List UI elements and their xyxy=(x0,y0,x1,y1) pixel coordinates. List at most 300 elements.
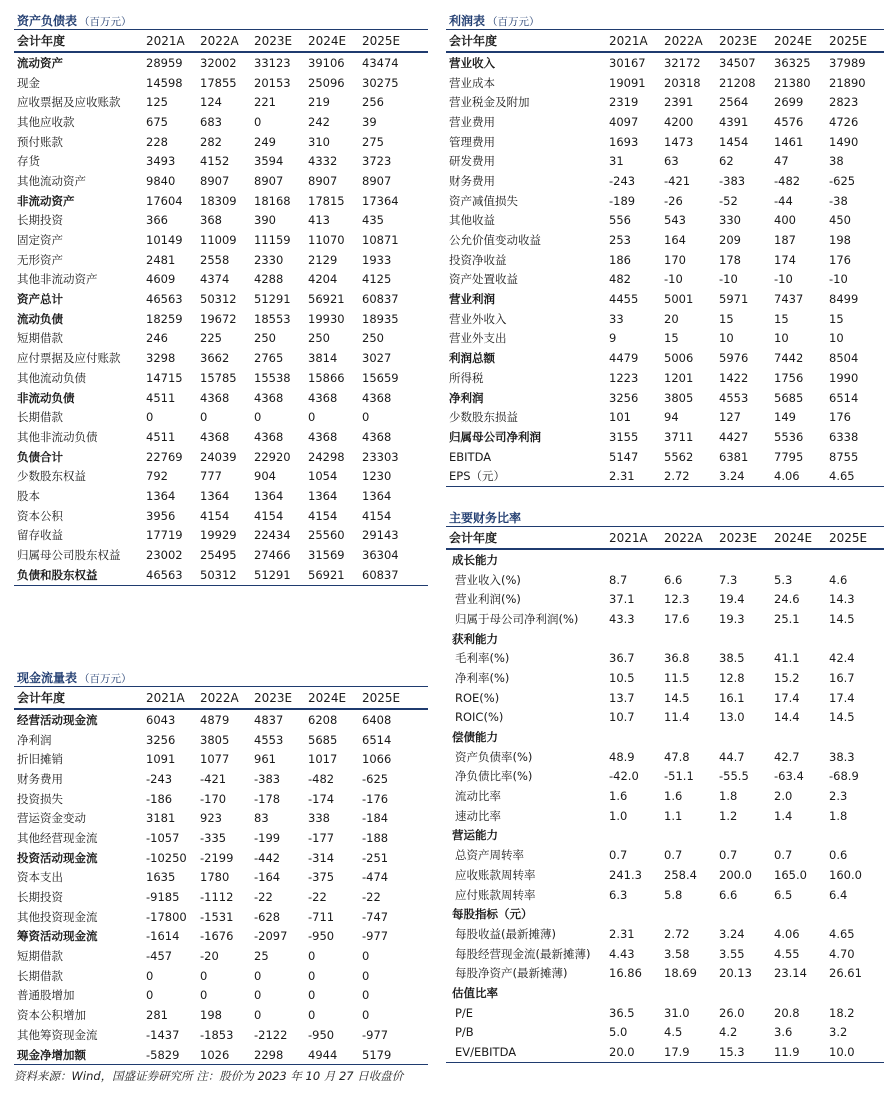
value-cell: 51291 xyxy=(254,565,308,585)
value-cell: 11.4 xyxy=(664,710,690,725)
value-cell xyxy=(719,983,774,1003)
value-cell: 1933 xyxy=(362,252,392,267)
value-cell: 13.0 xyxy=(719,710,745,725)
value-cell: -2199 xyxy=(200,850,234,865)
section-row xyxy=(446,727,884,747)
row-label: 少数股东权益 xyxy=(17,469,86,484)
value-cell: 330 xyxy=(719,213,741,228)
value-cell xyxy=(719,904,774,924)
row-label: 归属于母公司净利润(%) xyxy=(455,611,579,626)
value-cell: -1676 xyxy=(200,929,234,944)
value-cell: 101 xyxy=(609,410,631,425)
header-label: 会计年度 xyxy=(14,30,146,52)
value-cell: 2.31 xyxy=(609,926,635,941)
value-cell: 4152 xyxy=(200,154,230,169)
table-row xyxy=(14,927,428,947)
value-cell: 0 xyxy=(254,1008,262,1023)
value-cell: 9 xyxy=(609,331,617,346)
table-row xyxy=(14,230,428,250)
value-cell: 62 xyxy=(719,154,734,169)
ratios-header-row xyxy=(446,527,884,549)
value-cell: 3711 xyxy=(664,429,694,444)
value-cell: -442 xyxy=(254,850,281,865)
value-cell: 3594 xyxy=(254,154,284,169)
value-cell: -17800 xyxy=(146,909,187,924)
row-label: 预付账款 xyxy=(17,134,63,149)
value-cell: 20.0 xyxy=(609,1042,664,1062)
header-label: 会计年度 xyxy=(14,687,146,709)
section-label: 营运能力 xyxy=(452,828,498,843)
value-cell: 0 xyxy=(308,988,316,1003)
value-cell: 1635 xyxy=(146,870,176,885)
table-row xyxy=(14,191,428,211)
value-cell: 10 xyxy=(719,331,734,346)
table-row xyxy=(14,92,428,112)
value-cell: 683 xyxy=(200,114,222,129)
value-cell: 15866 xyxy=(308,370,345,385)
value-cell: 20318 xyxy=(664,75,701,90)
value-cell: 4553 xyxy=(254,732,284,747)
row-label: 投资净收益 xyxy=(449,252,507,267)
value-cell: 5001 xyxy=(664,292,694,307)
value-cell: 19929 xyxy=(200,528,237,543)
value-cell: 83 xyxy=(254,811,269,826)
value-cell: 5685 xyxy=(308,732,338,747)
value-cell: 18.69 xyxy=(664,966,697,981)
value-cell: 400 xyxy=(774,213,796,228)
header-year: 2022A xyxy=(664,527,719,549)
value-cell: 42.4 xyxy=(829,651,855,666)
table-row xyxy=(446,151,884,171)
row-label: 留存收益 xyxy=(17,528,63,543)
value-cell: 15785 xyxy=(200,370,237,385)
balance-sheet-unit: （百万元） xyxy=(79,16,132,28)
value-cell xyxy=(664,826,719,846)
value-cell: 8499 xyxy=(829,292,859,307)
value-cell: -977 xyxy=(362,929,389,944)
value-cell: 19672 xyxy=(200,311,237,326)
row-label: 非流动资产 xyxy=(17,193,75,208)
table-row xyxy=(14,709,428,730)
value-cell: 4332 xyxy=(308,154,338,169)
value-cell: 4479 xyxy=(609,351,639,366)
table-row xyxy=(14,368,428,388)
header-year: 2024E xyxy=(308,30,362,52)
value-cell: 4455 xyxy=(609,292,639,307)
value-cell: 4125 xyxy=(362,272,392,287)
section-label: 每股指标（元） xyxy=(452,907,533,922)
value-cell: 14.5 xyxy=(664,690,690,705)
value-cell: 14.3 xyxy=(829,592,855,607)
value-cell: 4.70 xyxy=(829,946,855,961)
value-cell: 1201 xyxy=(664,370,694,385)
value-cell: 8907 xyxy=(308,173,338,188)
value-cell: 0 xyxy=(254,988,262,1003)
value-cell: 42.7 xyxy=(774,749,800,764)
value-cell: -243 xyxy=(609,173,636,188)
row-label: 经营活动现金流 xyxy=(17,712,98,727)
value-cell: -22 xyxy=(254,890,273,905)
value-cell: 14598 xyxy=(146,75,183,90)
value-cell: 24.6 xyxy=(774,592,800,607)
value-cell: -1853 xyxy=(200,1027,234,1042)
value-cell: 3814 xyxy=(308,351,338,366)
value-cell xyxy=(774,826,829,846)
value-cell: -5829 xyxy=(146,1045,200,1065)
row-label: 总资产周转率 xyxy=(455,848,524,863)
value-cell: 1026 xyxy=(200,1045,254,1065)
value-cell: 0 xyxy=(254,410,262,425)
table-row xyxy=(446,589,884,609)
row-label: 营业外支出 xyxy=(449,331,507,346)
value-cell: 3493 xyxy=(146,154,176,169)
row-label: 每股经营现金流(最新摊薄) xyxy=(455,946,591,961)
table-row xyxy=(14,1005,428,1025)
value-cell: 675 xyxy=(146,114,168,129)
table-row xyxy=(446,191,884,211)
table-row xyxy=(446,806,884,826)
value-cell: 4097 xyxy=(609,114,639,129)
row-label: 毛利率(%) xyxy=(455,651,510,666)
value-cell: 4154 xyxy=(254,508,284,523)
value-cell: 556 xyxy=(609,213,631,228)
table-row xyxy=(446,289,884,309)
value-cell: 4837 xyxy=(254,712,284,727)
value-cell: -178 xyxy=(254,791,281,806)
value-cell xyxy=(829,549,884,570)
value-cell: 4368 xyxy=(308,429,338,444)
value-cell: 4511 xyxy=(146,429,176,444)
value-cell: 32002 xyxy=(200,55,237,70)
value-cell xyxy=(829,826,884,846)
table-row xyxy=(14,211,428,231)
value-cell xyxy=(719,727,774,747)
value-cell xyxy=(664,629,719,649)
value-cell: 5006 xyxy=(664,351,694,366)
value-cell: 4368 xyxy=(200,429,230,444)
table-row xyxy=(446,348,884,368)
value-cell: 3805 xyxy=(200,732,230,747)
value-cell: 904 xyxy=(254,469,276,484)
value-cell: 37.1 xyxy=(609,592,635,607)
value-cell: 56921 xyxy=(308,565,362,585)
header-year: 2024E xyxy=(774,30,829,52)
row-label: 每股收益(最新摊薄) xyxy=(455,926,556,941)
value-cell xyxy=(609,826,664,846)
row-label: 其他投资现金流 xyxy=(17,909,98,924)
row-label: EBITDA xyxy=(449,449,492,464)
row-label: 营业利润 xyxy=(449,292,495,307)
value-cell: 368 xyxy=(200,213,222,228)
value-cell: 5.8 xyxy=(664,887,683,902)
value-cell: 228 xyxy=(146,134,168,149)
balance-sheet-title: 资产负债表 xyxy=(17,14,78,28)
value-cell: 178 xyxy=(719,252,741,267)
row-label: 其他收益 xyxy=(449,213,495,228)
value-cell: 4368 xyxy=(362,390,392,405)
value-cell xyxy=(829,727,884,747)
row-label: ROE(%) xyxy=(455,690,500,705)
value-cell: -421 xyxy=(664,173,691,188)
value-cell: 0.7 xyxy=(664,848,683,863)
value-cell: 1091 xyxy=(146,752,176,767)
value-cell: 1.0 xyxy=(609,808,628,823)
value-cell: 29143 xyxy=(362,528,399,543)
value-cell: 1364 xyxy=(146,488,176,503)
value-cell: 32172 xyxy=(664,55,701,70)
table-row xyxy=(446,845,884,865)
value-cell: 30167 xyxy=(609,55,646,70)
income-header-row xyxy=(446,30,884,52)
value-cell: 4374 xyxy=(200,272,230,287)
value-cell: 27466 xyxy=(254,548,291,563)
value-cell: 19930 xyxy=(308,311,345,326)
value-cell: -474 xyxy=(362,870,389,885)
value-cell: 4.65 xyxy=(829,466,884,486)
header-year: 2022A xyxy=(200,30,254,52)
ratios-table xyxy=(446,527,884,1063)
table-row xyxy=(14,828,428,848)
value-cell: 413 xyxy=(308,213,330,228)
value-cell: 4.43 xyxy=(609,946,635,961)
table-row xyxy=(446,885,884,905)
value-cell: -950 xyxy=(308,929,335,944)
value-cell: 125 xyxy=(146,95,168,110)
value-cell: 777 xyxy=(200,469,222,484)
row-label: 长期投资 xyxy=(17,213,63,228)
value-cell: 3.55 xyxy=(719,946,745,961)
table-row xyxy=(446,924,884,944)
value-cell: 225 xyxy=(200,331,222,346)
value-cell: 48.9 xyxy=(609,749,635,764)
table-row xyxy=(446,388,884,408)
value-cell: 8504 xyxy=(829,351,859,366)
value-cell: 7795 xyxy=(774,449,804,464)
ratios-title-bar xyxy=(446,505,884,527)
row-label: 股本 xyxy=(17,488,40,503)
value-cell: 2.31 xyxy=(609,466,664,486)
value-cell: 543 xyxy=(664,213,686,228)
value-cell: 160.0 xyxy=(829,867,862,882)
value-cell: 11159 xyxy=(254,233,291,248)
section-label: 偿债能力 xyxy=(452,730,498,745)
value-cell: 18309 xyxy=(200,193,237,208)
value-cell: -55.5 xyxy=(719,769,749,784)
value-cell xyxy=(719,629,774,649)
value-cell: -1437 xyxy=(146,1027,180,1042)
value-cell: 16.7 xyxy=(829,670,855,685)
value-cell: 36.8 xyxy=(664,651,690,666)
row-label: 营运资金变动 xyxy=(17,811,86,826)
value-cell: 23303 xyxy=(362,449,399,464)
value-cell: -251 xyxy=(362,850,389,865)
value-cell: 6408 xyxy=(362,712,392,727)
value-cell: 36.7 xyxy=(609,651,635,666)
income-statement-title-bar xyxy=(446,8,884,30)
value-cell: 4288 xyxy=(254,272,284,287)
value-cell: 15 xyxy=(664,331,679,346)
value-cell: 1.8 xyxy=(719,789,738,804)
value-cell: 219 xyxy=(308,95,330,110)
value-cell: 60837 xyxy=(362,565,428,585)
row-label: 少数股东损益 xyxy=(449,410,518,425)
balance-sheet-title-bar xyxy=(14,8,428,30)
value-cell: 15 xyxy=(829,311,844,326)
section-row xyxy=(446,983,884,1003)
row-label: 净负债比率(%) xyxy=(455,769,533,784)
value-cell: 38.5 xyxy=(719,651,745,666)
value-cell: 37989 xyxy=(829,55,866,70)
value-cell: 4154 xyxy=(362,508,392,523)
value-cell: 281 xyxy=(146,1008,168,1023)
value-cell: 8907 xyxy=(254,173,284,188)
value-cell: 2.0 xyxy=(774,789,793,804)
value-cell: 1364 xyxy=(308,488,338,503)
header-year: 2022A xyxy=(200,687,254,709)
value-cell: 792 xyxy=(146,469,168,484)
header-year: 2021A xyxy=(609,527,664,549)
table-row xyxy=(446,747,884,767)
value-cell: 275 xyxy=(362,134,384,149)
value-cell: 10.5 xyxy=(609,670,635,685)
table-row xyxy=(14,986,428,1006)
table-row xyxy=(446,211,884,231)
table-row xyxy=(446,309,884,329)
value-cell: 1473 xyxy=(664,134,694,149)
row-label: 其他非流动资产 xyxy=(17,272,98,287)
table-row xyxy=(14,907,428,927)
value-cell: 1461 xyxy=(774,134,804,149)
value-cell: 0 xyxy=(200,968,208,983)
value-cell: 2.72 xyxy=(664,466,719,486)
row-label: 投资活动现金流 xyxy=(17,850,98,865)
value-cell: 4.55 xyxy=(774,946,800,961)
row-label: 财务费用 xyxy=(17,771,63,786)
value-cell: 124 xyxy=(200,95,222,110)
table-row xyxy=(14,309,428,329)
value-cell: 17815 xyxy=(308,193,345,208)
row-label: 短期借款 xyxy=(17,949,63,964)
table-row xyxy=(14,789,428,809)
value-cell: 127 xyxy=(719,410,741,425)
row-label: 资产减值损失 xyxy=(449,193,518,208)
table-row xyxy=(14,966,428,986)
value-cell: 3256 xyxy=(609,390,639,405)
header-year: 2025E xyxy=(829,527,884,549)
value-cell: 6.3 xyxy=(609,887,628,902)
value-cell: -9185 xyxy=(146,890,180,905)
value-cell: 0 xyxy=(362,410,370,425)
value-cell: 1223 xyxy=(609,370,639,385)
value-cell: 250 xyxy=(308,331,330,346)
value-cell: 3.2 xyxy=(829,1025,848,1040)
value-cell xyxy=(609,549,664,570)
value-cell: 5971 xyxy=(719,292,749,307)
balance-sheet-panel xyxy=(14,8,428,586)
value-cell: 170 xyxy=(664,252,686,267)
value-cell: 2481 xyxy=(146,252,176,267)
value-cell: 0 xyxy=(254,968,262,983)
value-cell: -950 xyxy=(308,1027,335,1042)
value-cell: 25560 xyxy=(308,528,345,543)
row-label: 资本公积 xyxy=(17,508,63,523)
value-cell: 28959 xyxy=(146,55,183,70)
value-cell: 1490 xyxy=(829,134,859,149)
row-label: 速动比率 xyxy=(455,808,501,823)
value-cell: 17364 xyxy=(362,193,399,208)
value-cell: 5179 xyxy=(362,1045,428,1065)
row-label: 营业利润(%) xyxy=(455,592,521,607)
table-row xyxy=(14,526,428,546)
value-cell: 46563 xyxy=(146,565,200,585)
row-label: 长期投资 xyxy=(17,890,63,905)
value-cell: 20153 xyxy=(254,75,291,90)
value-cell: 2319 xyxy=(609,95,639,110)
value-cell: -1531 xyxy=(200,909,234,924)
row-label: 管理费用 xyxy=(449,134,495,149)
value-cell: 7437 xyxy=(774,292,804,307)
value-cell: 0 xyxy=(308,1008,316,1023)
table-row xyxy=(446,447,884,467)
section-label: 获利能力 xyxy=(452,631,498,646)
row-label: 公允价值变动收益 xyxy=(449,233,541,248)
value-cell: 18553 xyxy=(254,311,291,326)
value-cell: -383 xyxy=(719,173,746,188)
cashflow-title: 现金流量表 xyxy=(17,671,78,685)
value-cell: 51291 xyxy=(254,292,291,307)
value-cell: 18.2 xyxy=(829,1005,855,1020)
ratios-title: 主要财务比率 xyxy=(449,511,522,525)
value-cell: 0 xyxy=(308,968,316,983)
header-year: 2025E xyxy=(362,687,428,709)
table-row xyxy=(446,865,884,885)
value-cell: 15.2 xyxy=(774,670,800,685)
table-row xyxy=(14,132,428,152)
value-cell: 241.3 xyxy=(609,867,642,882)
row-label: 归属母公司净利润 xyxy=(449,429,541,444)
value-cell: 8907 xyxy=(362,173,392,188)
value-cell: 21380 xyxy=(774,75,811,90)
row-label: 筹资活动现金流 xyxy=(17,929,98,944)
value-cell: 4.65 xyxy=(829,926,855,941)
header-label: 会计年度 xyxy=(446,30,609,52)
value-cell: 2558 xyxy=(200,252,230,267)
value-cell: 20.13 xyxy=(719,966,752,981)
value-cell: 33123 xyxy=(254,55,291,70)
value-cell: 2129 xyxy=(308,252,338,267)
value-cell: 1756 xyxy=(774,370,804,385)
value-cell: 10149 xyxy=(146,233,183,248)
section-row xyxy=(446,826,884,846)
value-cell: 6043 xyxy=(146,712,176,727)
section-row xyxy=(446,629,884,649)
value-cell: -10 xyxy=(774,272,793,287)
value-cell: 1364 xyxy=(362,488,392,503)
header-year: 2022A xyxy=(664,30,719,52)
cashflow-title-bar xyxy=(14,665,428,687)
table-row xyxy=(14,151,428,171)
value-cell: 3723 xyxy=(362,154,392,169)
value-cell: 186 xyxy=(609,252,631,267)
value-cell: -2122 xyxy=(254,1027,288,1042)
value-cell: 435 xyxy=(362,213,384,228)
value-cell: -184 xyxy=(362,811,389,826)
row-label: 应付账款周转率 xyxy=(455,887,536,902)
value-cell: 10.7 xyxy=(609,710,635,725)
value-cell: 11009 xyxy=(200,233,237,248)
value-cell: 3298 xyxy=(146,351,176,366)
income-statement-unit: （百万元） xyxy=(487,16,540,28)
